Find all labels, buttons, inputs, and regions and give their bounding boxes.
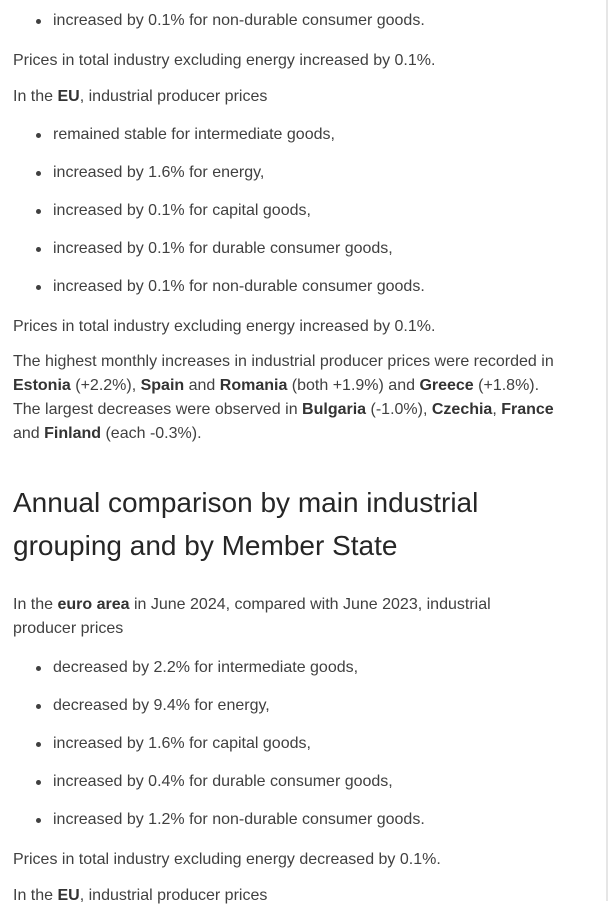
list-item: increased by 1.6% for capital goods, bbox=[13, 732, 583, 756]
list-item: increased by 1.2% for non-durable consumer goods. bbox=[13, 808, 583, 832]
paragraph: Prices in total industry excluding energy decreased by 0.1%. bbox=[13, 851, 441, 868]
paragraph: Prices in total industry excluding energy increased by 0.1%. bbox=[13, 318, 436, 335]
section-heading: Annual comparison by main industrial grouping and by Member State bbox=[13, 487, 479, 561]
article-body bbox=[13, 0, 583, 908]
paragraph: Prices in total industry excluding energy increased by 0.1%. bbox=[13, 52, 436, 69]
emphasis: EU bbox=[57, 88, 80, 105]
emphasis: EU bbox=[57, 887, 80, 904]
emphasis: euro area bbox=[57, 596, 130, 613]
list-item: increased by 1.6% for energy, bbox=[13, 161, 583, 185]
list-item: remained stable for intermediate goods, bbox=[13, 123, 583, 147]
paragraph-eu-intro: In the EU, industrial producer prices bbox=[13, 88, 268, 105]
list-item: decreased by 9.4% for energy, bbox=[13, 694, 583, 718]
list-item: increased by 0.4% for durable consumer goods, bbox=[13, 770, 583, 794]
paragraph-monthly: The highest monthly increases in industrial producer prices were recorded in Estonia (+2.2%), Spain and Romania (both +1.9%) and Greece (+1.8%). The largest decreases were observed in Bulgaria (-1.0%), Czechia, France and Finland (each -0.3%). bbox=[13, 353, 554, 442]
list-item: decreased by 2.2% for intermediate goods, bbox=[13, 656, 583, 680]
list-item: increased by 0.1% for non-durable consumer goods. bbox=[13, 9, 583, 33]
paragraph-eu-intro: In the EU, industrial producer prices bbox=[13, 887, 268, 904]
list-item: increased by 0.1% for non-durable consumer goods. bbox=[13, 275, 583, 299]
list-item: increased by 0.1% for durable consumer goods, bbox=[13, 237, 583, 261]
list-item: increased by 0.1% for capital goods, bbox=[13, 199, 583, 223]
bullet-list-euro-area bbox=[13, 656, 583, 832]
paragraph-euro-area-intro: In the euro area in June 2024, compared with June 2023, industrial producer prices bbox=[13, 596, 491, 637]
bullet-list-top bbox=[13, 9, 583, 33]
bullet-list-eu bbox=[13, 123, 583, 299]
